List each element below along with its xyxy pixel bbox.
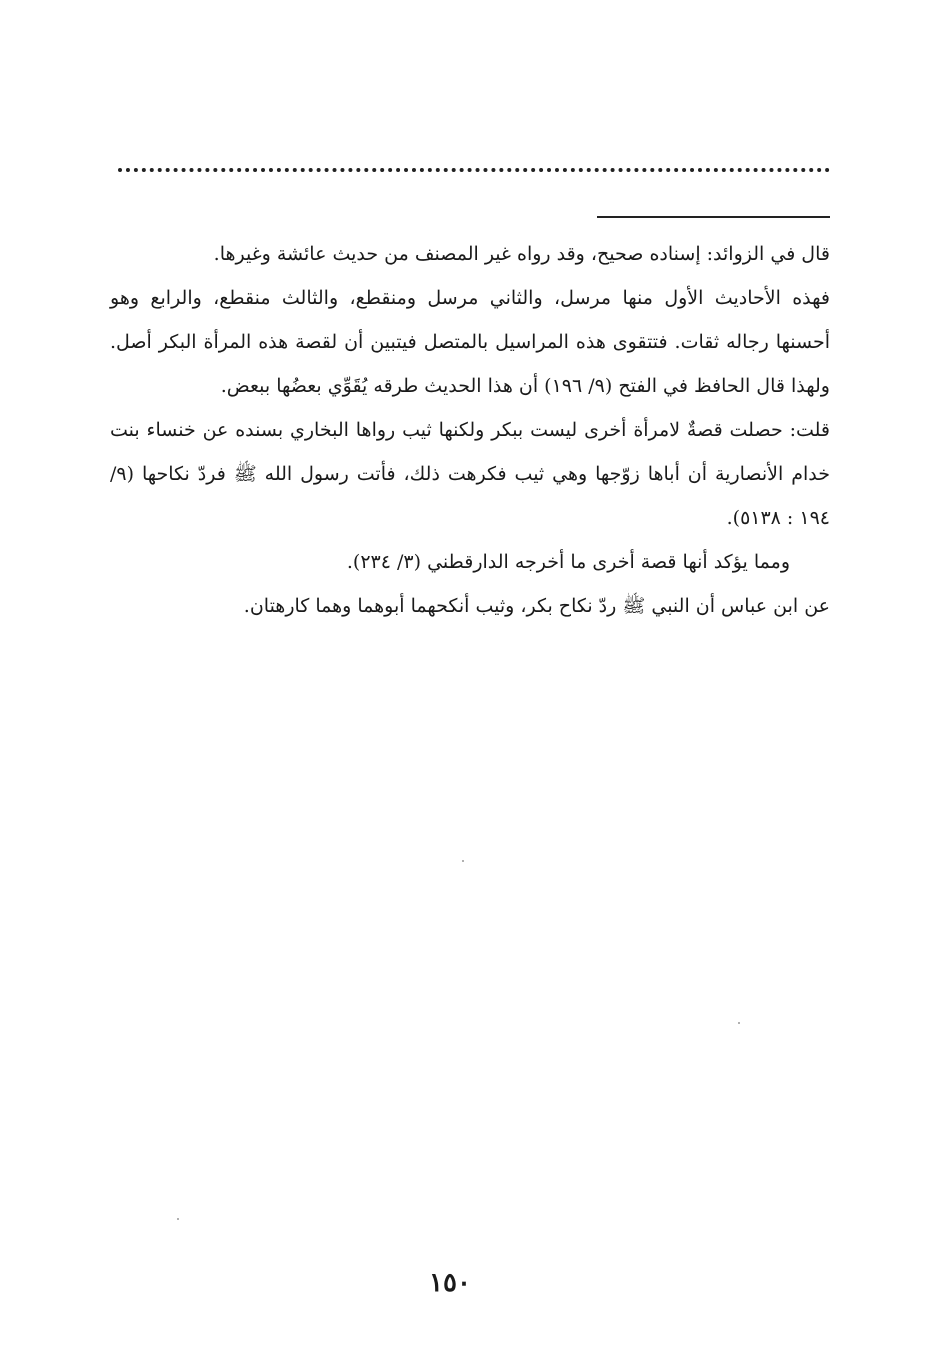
footnotes-block bbox=[110, 232, 830, 628]
footnote-paragraph-2: فهذه الأحاديث الأول منها مرسل، والثاني مرسل ومنقطع، والثالث منقطع، والرابع وهو أحسنها رجاله ثقات. فتتقوى هذه المراسيل بالمتصل فيتبين أن لقصة هذه المرأة البكر أصل. ولهذا قال الحافظ في الفتح (٩/ ١٩٦) أن هذا الحديث طرقه يُقَوِّي بعضُها ببعض. bbox=[110, 287, 830, 397]
footnote-paragraph-5: عن ابن عباس أن النبي ﷺ ردّ نكاح بكر، وثيب أنكحهما أبوهما وهما كارهتان. bbox=[243, 595, 830, 617]
footnote-paragraph-3: قلت: حصلت قصةٌ لامرأة أخرى ليست ببكر ولكنها ثيب رواها البخاري بسنده عن خنساء بنت خدام الأنصارية أن أباها زوّجها وهي ثيب فكرهت ذلك، فأتت رسول الله ﷺ فردّ نكاحها (٩/ ١٩٤ : ٥١٣٨). bbox=[110, 419, 830, 529]
footnote-paragraph-4: ومما يؤكد أنها قصة أخرى ما أخرجه الدارقطني (٣/ ٢٣٤). bbox=[346, 551, 790, 573]
scan-speck bbox=[177, 1218, 179, 1220]
page-number: ١٥٠ bbox=[429, 1268, 471, 1298]
ellipsis-dotted-rule bbox=[118, 168, 830, 172]
scan-speck bbox=[462, 860, 464, 862]
footnote-separator-line bbox=[597, 216, 830, 218]
footnote-paragraph-1: قال في الزوائد: إسناده صحيح، وقد رواه غير المصنف من حديث عائشة وغيرها. bbox=[213, 243, 830, 265]
scan-speck bbox=[738, 1022, 740, 1024]
